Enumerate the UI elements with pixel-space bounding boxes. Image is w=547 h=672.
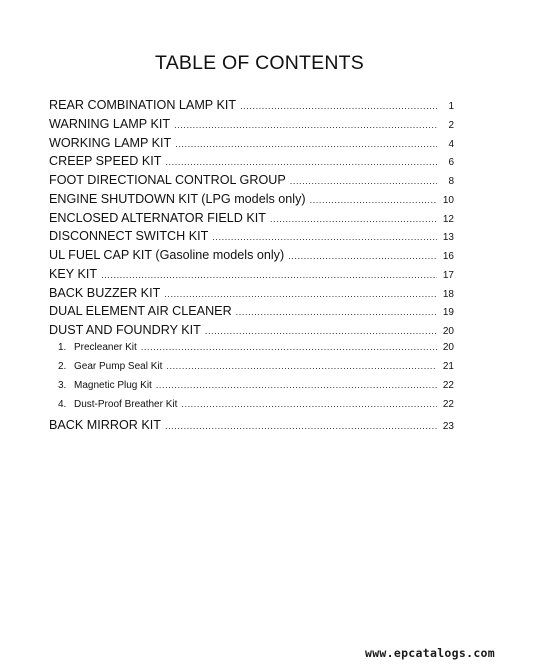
toc-entry-label: ENGINE SHUTDOWN KIT (LPG models only) bbox=[49, 191, 306, 206]
dot-leader bbox=[240, 101, 437, 111]
table-of-contents bbox=[49, 98, 454, 437]
toc-page-number: 21 bbox=[442, 360, 454, 372]
dot-leader bbox=[174, 120, 437, 130]
toc-entry-back-buzzer-kit bbox=[49, 286, 454, 305]
toc-sub-entry-number: 4. bbox=[58, 398, 67, 410]
toc-page-number: 19 bbox=[442, 307, 454, 319]
toc-sub-entry-number: 1. bbox=[58, 341, 67, 353]
dot-leader bbox=[181, 399, 437, 409]
dot-leader bbox=[166, 361, 437, 371]
toc-sub-entry-label: Gear Pump Seal Kit bbox=[74, 360, 163, 372]
toc-page-number: 10 bbox=[442, 194, 454, 206]
toc-sub-entry-magnetic-plug-kit bbox=[49, 380, 454, 399]
toc-entry-label: CREEP SPEED KIT bbox=[49, 154, 162, 169]
toc-entry-foot-directional-control-group bbox=[49, 173, 454, 192]
toc-page-number: 16 bbox=[442, 251, 454, 262]
toc-entry-disconnect-switch-kit bbox=[49, 229, 454, 248]
toc-entry-label: REAR COMBINATION LAMP KIT bbox=[49, 98, 237, 112]
toc-entry-dust-and-foundry-kit bbox=[49, 323, 454, 342]
toc-page-number: 17 bbox=[442, 269, 454, 281]
toc-entry-label: WARNING LAMP KIT bbox=[49, 116, 171, 131]
toc-page-number: 6 bbox=[448, 157, 454, 169]
toc-entry-ul-fuel-cap-kit bbox=[49, 248, 454, 267]
toc-page-number: 4 bbox=[448, 138, 454, 150]
dot-leader bbox=[165, 421, 437, 431]
toc-entry-enclosed-alternator-field-kit bbox=[49, 211, 454, 230]
toc-sub-entry-label: Dust-Proof Breather Kit bbox=[74, 398, 178, 410]
toc-entry-label: ENCLOSED ALTERNATOR FIELD KIT bbox=[49, 210, 266, 225]
toc-page-number: 12 bbox=[442, 213, 454, 225]
dot-leader bbox=[156, 380, 437, 390]
dot-leader bbox=[212, 232, 437, 242]
toc-entry-label: BACK BUZZER KIT bbox=[49, 285, 161, 300]
dot-leader bbox=[101, 270, 437, 280]
toc-entry-working-lamp-kit bbox=[49, 136, 454, 155]
dot-leader bbox=[165, 157, 437, 167]
toc-entry-label: DUAL ELEMENT AIR CLEANER bbox=[49, 304, 232, 319]
dot-leader bbox=[290, 176, 437, 186]
toc-sub-entry-number: 3. bbox=[58, 379, 67, 391]
toc-sub-entry-precleaner-kit bbox=[49, 342, 454, 361]
toc-entry-dual-element-air-cleaner bbox=[49, 304, 454, 323]
toc-entry-label: FOOT DIRECTIONAL CONTROL GROUP bbox=[49, 173, 286, 187]
toc-entry-rear-combination-lamp-kit bbox=[49, 98, 454, 117]
toc-entry-label: UL FUEL CAP KIT (Gasoline models only) bbox=[49, 248, 285, 262]
toc-entry-creep-speed-kit bbox=[49, 154, 454, 173]
dot-leader bbox=[164, 289, 437, 299]
toc-page-number: 2 bbox=[448, 119, 454, 131]
toc-page-number: 1 bbox=[448, 101, 454, 112]
toc-page-number: 22 bbox=[442, 379, 454, 391]
toc-sub-entry-dust-proof-breather-kit bbox=[49, 399, 454, 418]
dot-leader bbox=[141, 342, 437, 352]
toc-page-number: 8 bbox=[448, 176, 454, 187]
dot-leader bbox=[205, 326, 437, 336]
watermark-text: www.epcatalogs.com bbox=[364, 646, 495, 660]
toc-page-number: 23 bbox=[442, 420, 454, 432]
toc-entry-label: KEY KIT bbox=[49, 266, 98, 281]
dot-leader bbox=[175, 139, 437, 149]
toc-entry-label: WORKING LAMP KIT bbox=[49, 135, 172, 150]
toc-page-number: 22 bbox=[442, 398, 454, 410]
toc-sub-entry-number: 2. bbox=[58, 360, 67, 372]
dot-leader bbox=[288, 251, 437, 261]
dot-leader bbox=[236, 307, 437, 317]
dot-leader bbox=[310, 195, 437, 205]
toc-page-number: 20 bbox=[442, 341, 454, 353]
dot-leader bbox=[270, 214, 437, 224]
toc-entry-label: DUST AND FOUNDRY KIT bbox=[49, 323, 201, 337]
toc-entry-key-kit bbox=[49, 267, 454, 286]
toc-page-number: 18 bbox=[442, 288, 454, 300]
toc-entry-label: BACK MIRROR KIT bbox=[49, 417, 161, 432]
toc-entry-back-mirror-kit bbox=[49, 418, 454, 437]
toc-page-number: 20 bbox=[442, 326, 454, 337]
toc-sub-entry-gear-pump-seal-kit bbox=[49, 361, 454, 380]
toc-entry-warning-lamp-kit bbox=[49, 117, 454, 136]
page-title: TABLE OF CONTENTS bbox=[155, 52, 364, 74]
toc-entry-label: DISCONNECT SWITCH KIT bbox=[49, 229, 209, 244]
toc-sub-entry-label: Precleaner Kit bbox=[74, 341, 137, 353]
toc-page-number: 13 bbox=[442, 232, 454, 244]
toc-sub-entry-label: Magnetic Plug Kit bbox=[74, 379, 152, 391]
toc-entry-engine-shutdown-kit bbox=[49, 192, 454, 211]
